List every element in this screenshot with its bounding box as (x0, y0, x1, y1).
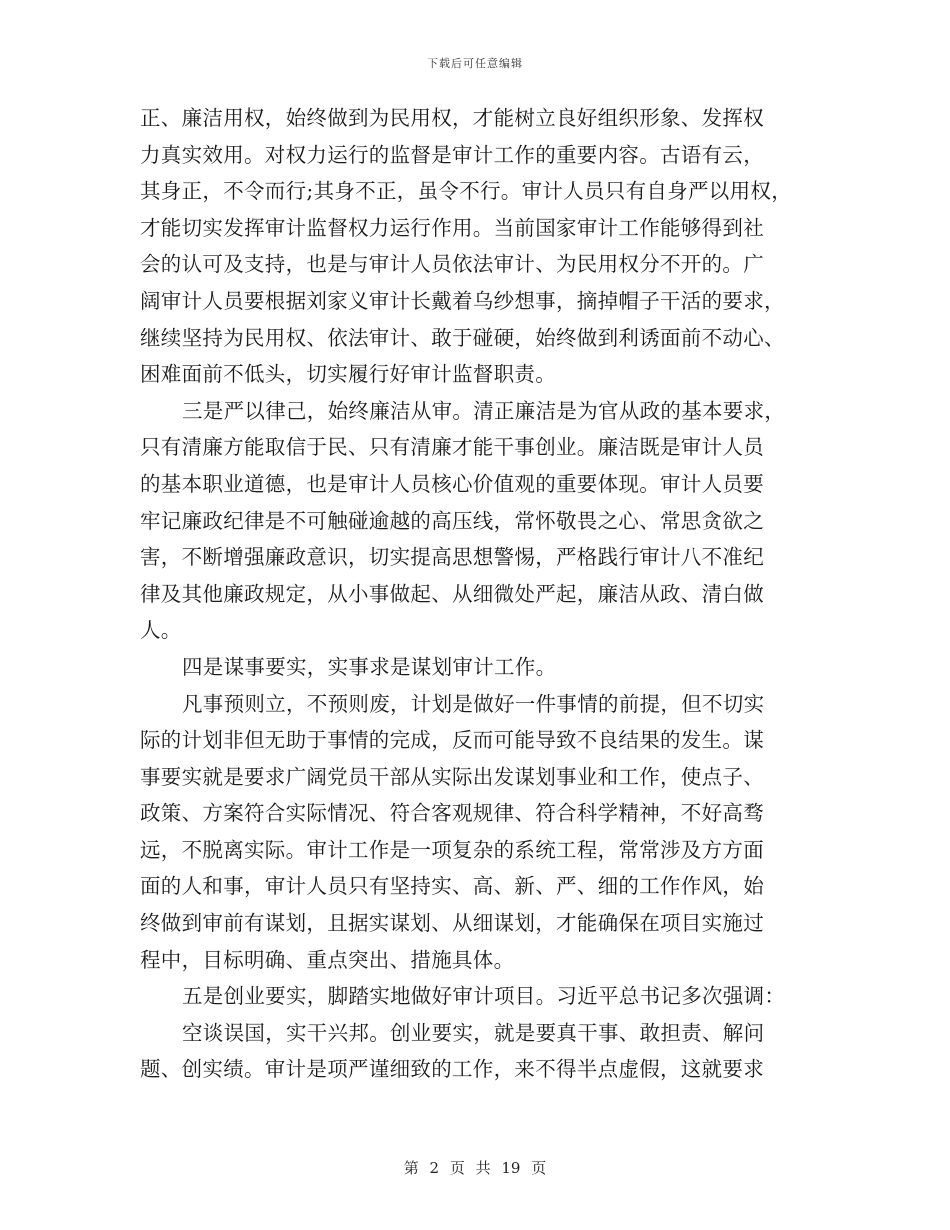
text-line: 其身正，不令而行;其身不正，虽令不行。审计人员只有自身严以用权， (140, 179, 793, 204)
text-line: 会的认可及支持，也是与审计人员依法审计、为民用权分不开的。广 (140, 252, 764, 277)
text-line: 三是严以律己，始终廉洁从审。清正廉洁是为官从政的基本要求， (182, 398, 786, 423)
text-line: 事要实就是要求广阔党员干部从实际出发谋划事业和工作，使点子、 (140, 764, 764, 789)
text-line: 才能切实发挥审计监督权力运行作用。当前国家审计工作能够得到社 (140, 215, 764, 240)
text-line: 五是创业要实，脚踏实地做好审计项目。习近平总书记多次强调： (182, 984, 786, 1009)
text-line: 害，不断增强廉政意识，切实提高思想警惕，严格践行审计八不准纪 (140, 545, 764, 570)
page-number: 第 2 页 共 19 页 (403, 1159, 547, 1177)
text-line: 远，不脱离实际。审计工作是一项复杂的系统工程，常常涉及方方面 (140, 837, 764, 862)
text-line: 正、廉洁用权，始终做到为民用权，才能树立良好组织形象、发挥权 (140, 106, 764, 130)
text-line: 四是谋事要实，实事求是谋划审计工作。 (182, 654, 557, 679)
text-line: 力真实效用。对权力运行的监督是审计工作的重要内容。古语有云， (140, 142, 764, 167)
text-line: 阔审计人员要根据刘家义审计长戴着乌纱想事，摘掉帽子干活的要求， (140, 288, 785, 313)
text-line: 律及其他廉政规定，从小事做起、从细微处严起，廉洁从政、清白做 (140, 581, 764, 606)
document-body (140, 100, 820, 1088)
text-line: 题、创实绩。审计是项严谨细致的工作，来不得半点虚假，这就要求 (140, 1057, 764, 1082)
text-line: 人。 (140, 618, 182, 643)
text-line: 空谈误国，实干兴邦。创业要实，就是要真干事、敢担责、解问 (182, 1020, 765, 1045)
text-line: 牢记廉政纪律是不可触碰逾越的高压线，常怀敬畏之心、常思贪欲之 (140, 508, 764, 533)
text-line: 只有清廉方能取信于民、只有清廉才能干事创业。廉洁既是审计人员 (140, 435, 764, 460)
text-line: 的基本职业道德，也是审计人员核心价值观的重要体现。审计人员要 (140, 471, 764, 496)
text-line: 继续坚持为民用权、依法审计、敢于碰硬，始终做到利诱面前不动心、 (140, 325, 785, 350)
text-line: 政策、方案符合实际情况、符合客观规律、符合科学精神，不好高骛 (140, 801, 764, 826)
text-line: 困难面前不低头，切实履行好审计监督职责。 (140, 362, 556, 387)
text-line: 际的计划非但无助于事情的完成，反而可能导致不良结果的发生。谋 (140, 728, 764, 753)
text-line: 终做到审前有谋划，且据实谋划、从细谋划，才能确保在项目实施过 (140, 911, 764, 936)
text-line: 凡事预则立，不预则废，计划是做好一件事情的前提，但不切实 (182, 691, 765, 716)
text-line: 程中，目标明确、重点突出、措施具体。 (140, 947, 515, 972)
text-line: 面的人和事，审计人员只有坚持实、高、新、严、细的工作作风，始 (140, 874, 764, 899)
page-header-note: 下载后可任意编辑 (427, 57, 523, 70)
